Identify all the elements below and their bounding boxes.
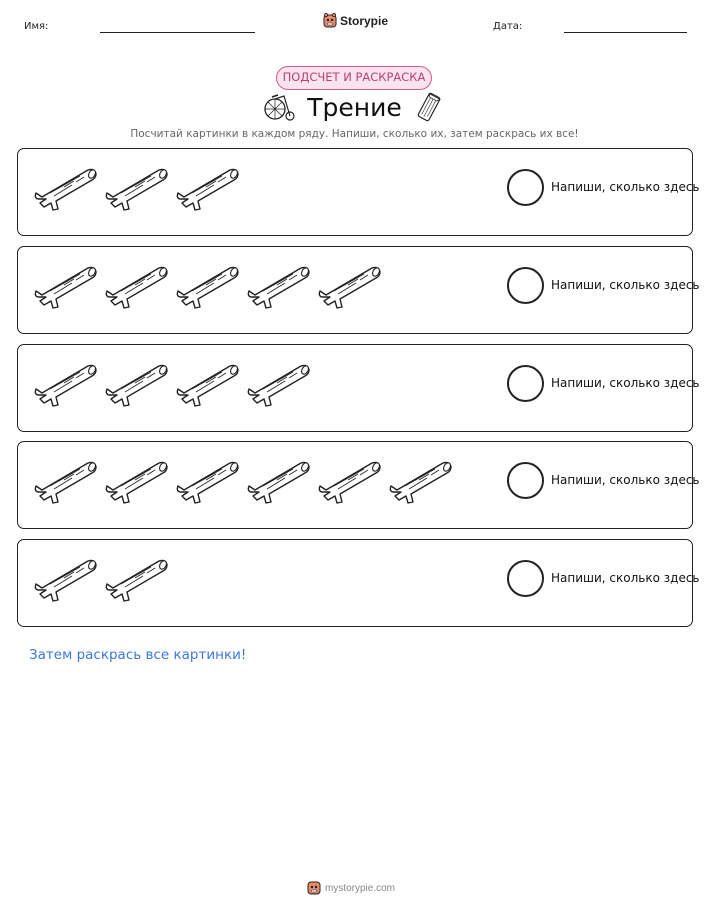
counting-row (17, 246, 700, 334)
wooden-stick-icon[interactable] (314, 261, 385, 311)
wooden-stick-icon[interactable] (30, 456, 101, 506)
wooden-stick-icon[interactable] (101, 359, 172, 409)
wooden-stick-icon[interactable] (243, 456, 314, 506)
brand-logo (323, 13, 388, 29)
wooden-stick-icon[interactable] (30, 261, 101, 311)
wood-plank-icon (416, 92, 442, 122)
answer-label: Напиши, сколько здесь (551, 180, 700, 194)
name-line[interactable] (100, 32, 255, 33)
wooden-stick-icon[interactable] (314, 456, 385, 506)
name-label: Имя: (24, 21, 49, 32)
picture-group (30, 456, 456, 506)
wooden-stick-icon[interactable] (101, 554, 172, 604)
wooden-stick-icon[interactable] (172, 163, 243, 213)
counting-row (17, 539, 700, 627)
answer-label: Напиши, сколько здесь (551, 376, 700, 390)
instruction-text: Посчитай картинки в каждом ряду. Напиши, сколько их, затем раскрась их все! (130, 128, 579, 140)
answer-label: Напиши, сколько здесь (551, 473, 700, 487)
storypie-mascot-icon (323, 13, 337, 29)
wooden-stick-icon[interactable] (385, 456, 456, 506)
wooden-stick-icon[interactable] (101, 163, 172, 213)
picture-group (30, 261, 385, 311)
wooden-stick-icon[interactable] (101, 261, 172, 311)
wooden-stick-icon[interactable] (101, 456, 172, 506)
answer-circle[interactable] (507, 267, 544, 304)
wooden-stick-icon[interactable] (172, 456, 243, 506)
wooden-stick-icon[interactable] (30, 359, 101, 409)
picture-group (30, 359, 314, 409)
footer-url[interactable]: mystorypie.com (325, 882, 396, 894)
counting-row (17, 344, 700, 432)
storypie-mascot-icon (307, 880, 321, 896)
page-title: Трение (307, 93, 402, 122)
answer-label: Напиши, сколько здесь (551, 571, 700, 585)
answer-circle[interactable] (507, 169, 544, 206)
coloring-note: Затем раскрась все картинки! (29, 647, 247, 663)
wooden-stick-icon[interactable] (243, 359, 314, 409)
answer-label: Напиши, сколько здесь (551, 278, 700, 292)
picture-group (30, 554, 172, 604)
answer-circle[interactable] (507, 365, 544, 402)
answer-circle[interactable] (507, 560, 544, 597)
counting-row (17, 148, 700, 236)
date-line[interactable] (564, 32, 687, 33)
title-row (0, 90, 709, 126)
picture-group (30, 163, 243, 213)
category-badge: ПОДСЧЕТ И РАСКРАСКА (276, 66, 432, 90)
wooden-stick-icon[interactable] (243, 261, 314, 311)
wooden-stick-icon[interactable] (30, 554, 101, 604)
brand-name: Storypie (340, 14, 389, 28)
wooden-stick-icon[interactable] (30, 163, 101, 213)
wooden-stick-icon[interactable] (172, 359, 243, 409)
wooden-stick-icon[interactable] (172, 261, 243, 311)
footer (307, 880, 395, 896)
answer-circle[interactable] (507, 462, 544, 499)
date-label: Дата: (493, 21, 523, 32)
counting-row (17, 441, 700, 529)
